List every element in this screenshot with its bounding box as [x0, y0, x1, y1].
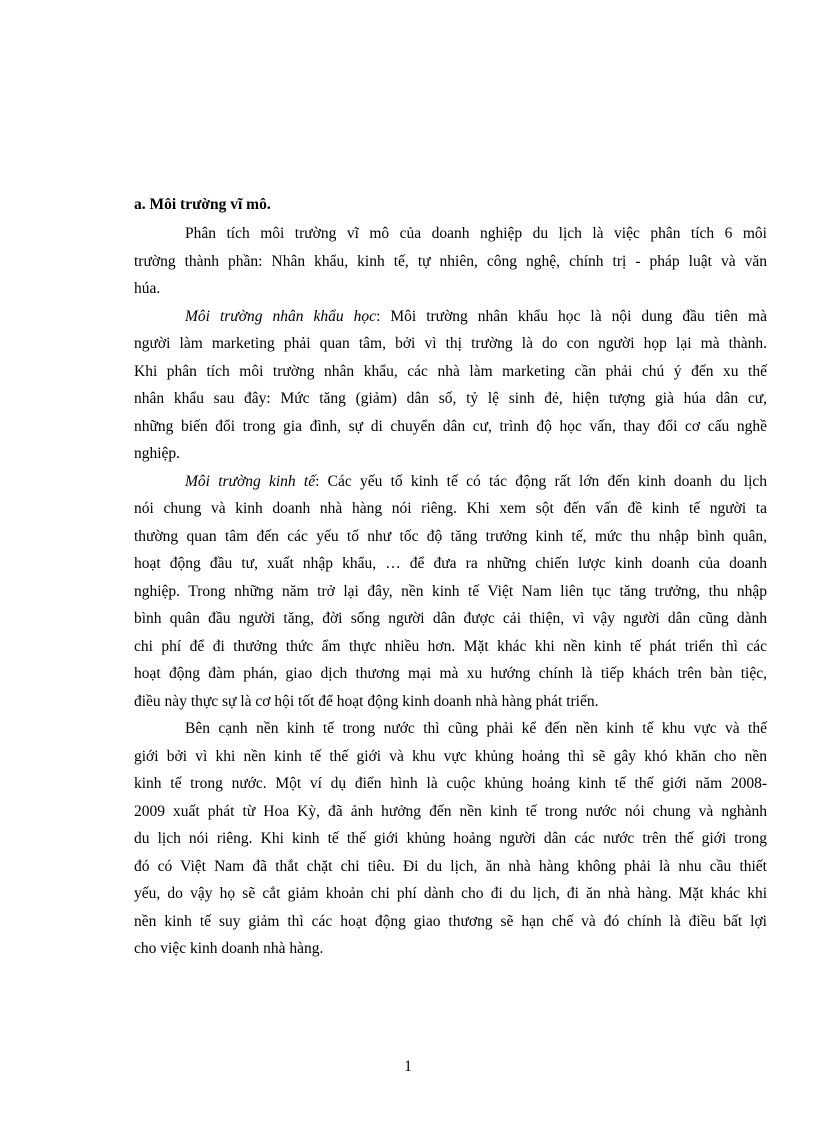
- paragraph-4-line-4: 2009 xuất phát từ Hoa Kỳ, đã ảnh hưởng đến nền kinh tế trong nước nói chung và nghành: [134, 802, 767, 820]
- paragraph-2-line-3: Khi phân tích môi trường nhân khẩu, các nhà làm marketing cần phải chú ý đến xu thế: [134, 362, 767, 380]
- paragraph-3-line-7: chi phí để đi thưởng thức ẩm thực nhiều hơn. Mặt khác khi nền kinh tế phát triển thì các: [134, 637, 767, 655]
- paragraph-3-line-1: [185, 472, 767, 492]
- paragraph-2-lead-italic: Môi trường nhân khẩu học: [185, 307, 377, 325]
- paragraph-4-line-3: kinh tế trong nước. Một ví dụ điển hình là cuộc khủng hoảng kinh tế thế giới năm 2008-: [134, 775, 767, 792]
- paragraph-4-line-2: giới bởi vì khi nền kinh tế thế giới và khu vực khủng hoảng thì sẽ gây khó khăn cho nền: [134, 747, 767, 765]
- paragraph-3-line-3: thường quan tâm đến các yếu tố như tốc độ tăng trưởng kinh tế, mức thu nhập bình quân,: [134, 527, 767, 545]
- paragraph-3-line-4: hoạt động đầu tư, xuất nhập khẩu, … để đưa ra những chiến lược kinh doanh của doanh: [134, 555, 767, 572]
- paragraph-3-lead-italic: Môi trường kinh tế: [185, 472, 316, 490]
- paragraph-3-line-9: điều này thực sự là cơ hội tốt để hoạt động kinh doanh nhà hàng phát triển.: [134, 692, 599, 710]
- paragraph-1-line-1: Phân tích môi trường vĩ mô của doanh nghiệp du lịch là việc phân tích 6 môi: [185, 225, 767, 242]
- page-number: 1: [404, 1058, 412, 1075]
- paragraph-3-line-5: nghiệp. Trong những năm trở lại đây, nền kinh tế Việt Nam liên tục tăng trưởng, thu nhập: [134, 582, 767, 600]
- paragraph-2-line-6: nghiệp.: [134, 445, 181, 462]
- paragraph-4-line-6: đó có Việt Nam đã thắt chặt chi tiêu. Đi du lịch, ăn nhà hàng không phải là nhu cầu thiết: [134, 857, 767, 875]
- paragraph-3-line-6: bình quân đầu người tăng, đời sống người dân được cải thiện, vì vậy người dân cũng dành: [134, 610, 767, 627]
- paragraph-1-line-3: húa.: [134, 280, 161, 297]
- paragraph-2-line-2: người làm marketing phải quan tâm, bởi vì thị trường là do con người họp lại mà thành.: [134, 335, 767, 352]
- paragraph-3-lead-rest: : Các yếu tố kinh tế có tác động rất lớn đến kinh doanh du lịch: [315, 472, 768, 490]
- paragraph-2-line-5: những biến đổi trong gia đình, sự di chuyển dân cư, trình độ học vấn, thay đổi cơ cấu nghề: [134, 417, 767, 435]
- paragraph-4-line-9: cho việc kinh doanh nhà hàng.: [134, 940, 324, 957]
- paragraph-4-line-7: yếu, do vậy họ sẽ cắt giảm khoản chi phí dành cho đi du lịch, đi ăn nhà hàng. Mặt khác khi: [134, 885, 767, 902]
- paragraph-2-line-4: nhân khẩu sau đây: Mức tăng (giảm) dân số, tỷ lệ sinh đẻ, hiện tượng già húa dân cư,: [134, 390, 767, 407]
- paragraph-2-line-1: [185, 307, 767, 327]
- paragraph-4-line-8: nền kinh tế suy giảm thì các hoạt động giao thương sẽ hạn chế và đó chính là điều bất lợi: [134, 912, 767, 930]
- paragraph-1-line-2: trường thành phần: Nhân khẩu, kinh tế, tự nhiên, công nghệ, chính trị - pháp luật và văn: [134, 252, 767, 270]
- paragraph-3-line-2: nói chung và kinh doanh nhà hàng nói riêng. Khi xem sột đến vấn đề kinh tế người ta: [134, 500, 767, 517]
- paragraph-4-line-5: du lịch nói riêng. Khi kinh tế thế giới khủng hoảng người dân các nước trên thế giới trong: [134, 830, 767, 847]
- paragraph-4-line-1: Bên cạnh nền kinh tế trong nước thì cũng phải kể đến nền kinh tế khu vực và thế: [185, 720, 767, 737]
- paragraph-3-line-8: hoạt động đàm phán, giao dịch thương mại mà xu hướng chính là tiếp khách trên bàn tiệc,: [134, 665, 767, 682]
- paragraph-2-lead-rest: : Môi trường nhân khẩu học là nội dung đầu tiên mà: [376, 307, 767, 325]
- section-heading: a. Môi trường vĩ mô.: [134, 196, 271, 213]
